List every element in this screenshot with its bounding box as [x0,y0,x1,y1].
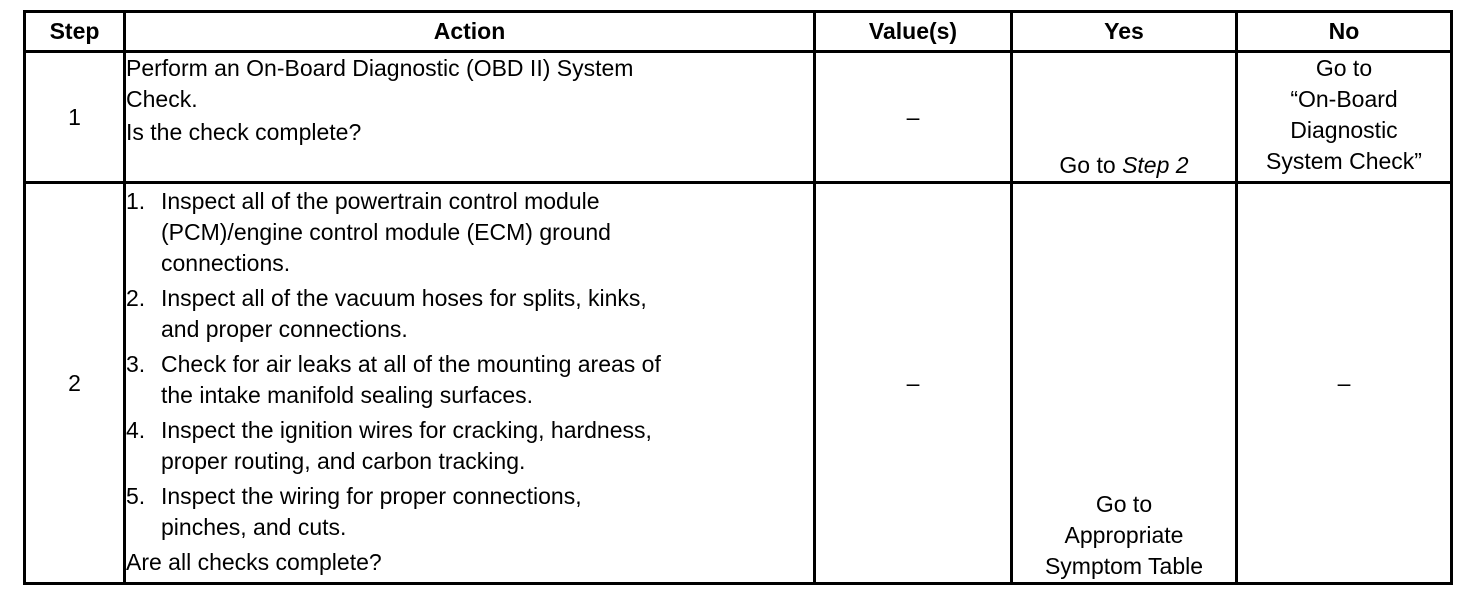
value-dash: – [906,369,920,396]
check-item-text: Check for air leaks at all of the mounting areas of [161,351,661,377]
check-item [126,415,813,477]
action-question: Are all checks complete? [126,549,382,575]
yes-cell [1012,52,1237,183]
check-item-text: (PCM)/engine control module (ECM) ground [161,219,611,245]
diagnostic-table [23,10,1453,585]
check-item [126,349,813,411]
value-cell [815,52,1012,183]
header-row [25,12,1452,52]
step-number: 2 [25,183,125,584]
no-text-line: “On-Board [1290,86,1398,112]
yes-text-line: Symptom Table [1044,553,1204,579]
action-text-line: Perform an On-Board Diagnostic (OBD II) System [126,55,634,81]
no-cell [1237,183,1452,584]
check-item-text: Inspect all of the vacuum hoses for splits, kinks, [161,285,647,311]
no-cell [1237,52,1452,183]
no-dash: – [1337,369,1351,396]
check-item-text: the intake manifold sealing surfaces. [161,382,534,408]
yes-cell [1012,183,1237,584]
yes-text-line: Appropriate [1064,522,1184,548]
value-dash: – [906,103,920,130]
check-item-text: connections. [161,250,291,276]
header-action: Action [125,12,815,52]
no-text-line: Diagnostic [1290,117,1398,143]
value-cell [815,183,1012,584]
step-number: 1 [25,52,125,183]
action-question: Is the check complete? [126,119,362,145]
check-item-number: 4. [126,417,146,443]
check-item-text: proper routing, and carbon tracking. [161,448,526,474]
check-item-text: Inspect all of the powertrain control module [161,188,600,214]
check-item-number: 2. [126,285,146,311]
check-item-text: Inspect the wiring for proper connections, [161,483,582,509]
no-text-line: System Check” [1266,148,1422,174]
check-list [126,186,813,543]
yes-prefix: Go to [1059,152,1123,178]
header-no: No [1237,12,1452,52]
header-values: Value(s) [815,12,1012,52]
header-step: Step [25,12,125,52]
table-row-step-2 [25,183,1452,584]
check-item-text: and proper connections. [161,316,408,342]
yes-step-link: Step 2 [1122,152,1189,178]
no-text-line: Go to [1315,55,1373,81]
check-item [126,481,813,543]
check-item-number: 1. [126,188,146,214]
action-cell [125,183,815,584]
yes-text-line: Go to [1095,491,1153,517]
header-yes: Yes [1012,12,1237,52]
table-row-step-1 [25,52,1452,183]
check-item [126,283,813,345]
check-item [126,186,813,279]
action-cell [125,52,815,183]
action-text-line: Check. [126,86,198,112]
check-item-text: Inspect the ignition wires for cracking, hardness, [161,417,652,443]
check-item-number: 5. [126,483,146,509]
check-item-text: pinches, and cuts. [161,514,347,540]
check-item-number: 3. [126,351,146,377]
